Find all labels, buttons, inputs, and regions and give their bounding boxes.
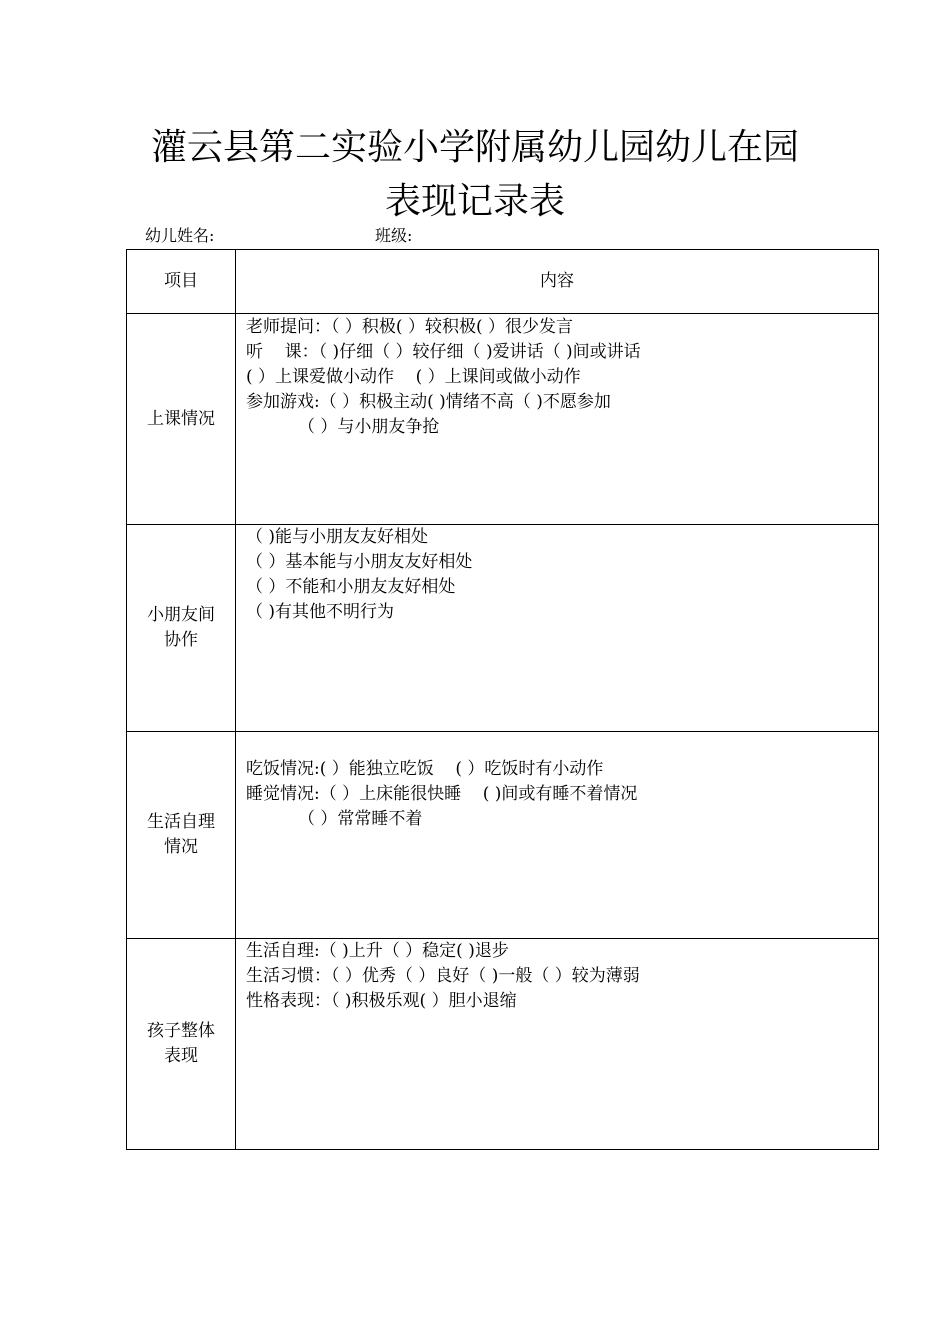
content-line: 睡觉情况:（ ）上床能很快睡 ( )间或有睡不着情况 xyxy=(246,784,638,804)
row-label-line: 协作 xyxy=(164,630,198,650)
content-line: （ )能与小朋友友好相处 xyxy=(246,527,429,547)
row-content xyxy=(236,314,879,525)
row-label-line: 上课情况 xyxy=(147,408,215,429)
content-line: 性格表现：（ )积极乐观( ）胆小退缩 xyxy=(246,991,517,1011)
document-title-line-1: 灌云县第二实验小学附属幼儿园幼儿在园 xyxy=(150,127,799,168)
row-content xyxy=(236,525,879,732)
content-line: 老师提问：（ ）积极( ）较积极( ）很少发言 xyxy=(246,317,573,337)
content-line: 吃饭情况:( ）能独立吃饭 ( ）吃饭时有小动作 xyxy=(246,759,604,779)
row-content xyxy=(236,939,879,1150)
row-label xyxy=(127,732,236,939)
content-line: （ ）不能和小朋友友好相处 xyxy=(246,577,456,597)
content-line: 听 课：（ )仔细（ ）较仔细（ )爱讲话（ )间或讲话 xyxy=(246,342,641,362)
header-item: 项目 xyxy=(127,250,236,314)
content-line: （ ）与小朋友争抢 xyxy=(298,417,440,437)
row-label-line: 小朋友间 xyxy=(147,605,215,625)
table-row xyxy=(127,314,879,525)
content-line: （ ）常常睡不着 xyxy=(298,809,423,829)
row-label-line: 孩子整体 xyxy=(147,1021,215,1041)
header-content: 内容 xyxy=(236,250,879,314)
content-line: （ )有其他不明行为 xyxy=(246,602,395,622)
table-row xyxy=(127,939,879,1150)
row-label xyxy=(127,525,236,732)
content-line: ( ）上课爱做小动作 ( ）上课间或做小动作 xyxy=(246,367,581,387)
table-row xyxy=(127,525,879,732)
class-label: 班级: xyxy=(375,226,413,245)
row-content xyxy=(236,732,879,939)
content-line: 生活习惯：（ ）优秀（ ）良好（ )一般（ ）较为薄弱 xyxy=(246,966,640,986)
content-line: 参加游戏:（ ）积极主动( )情绪不高（ )不愿参加 xyxy=(246,392,611,412)
row-label xyxy=(127,314,236,525)
document-title-line-2: 表现记录表 xyxy=(384,181,565,222)
table-row xyxy=(127,732,879,939)
child-name-label: 幼儿姓名: xyxy=(145,226,215,245)
row-label-line: 情况 xyxy=(164,837,198,857)
content-line: 生活自理:（ )上升（ ）稳定( )退步 xyxy=(246,941,509,961)
row-label xyxy=(127,939,236,1150)
row-label-line: 表现 xyxy=(164,1046,198,1066)
record-table xyxy=(126,249,879,1150)
content-line: （ ）基本能与小朋友友好相处 xyxy=(246,552,473,572)
table-header-row xyxy=(127,250,879,314)
row-label-line: 生活自理 xyxy=(147,812,215,832)
